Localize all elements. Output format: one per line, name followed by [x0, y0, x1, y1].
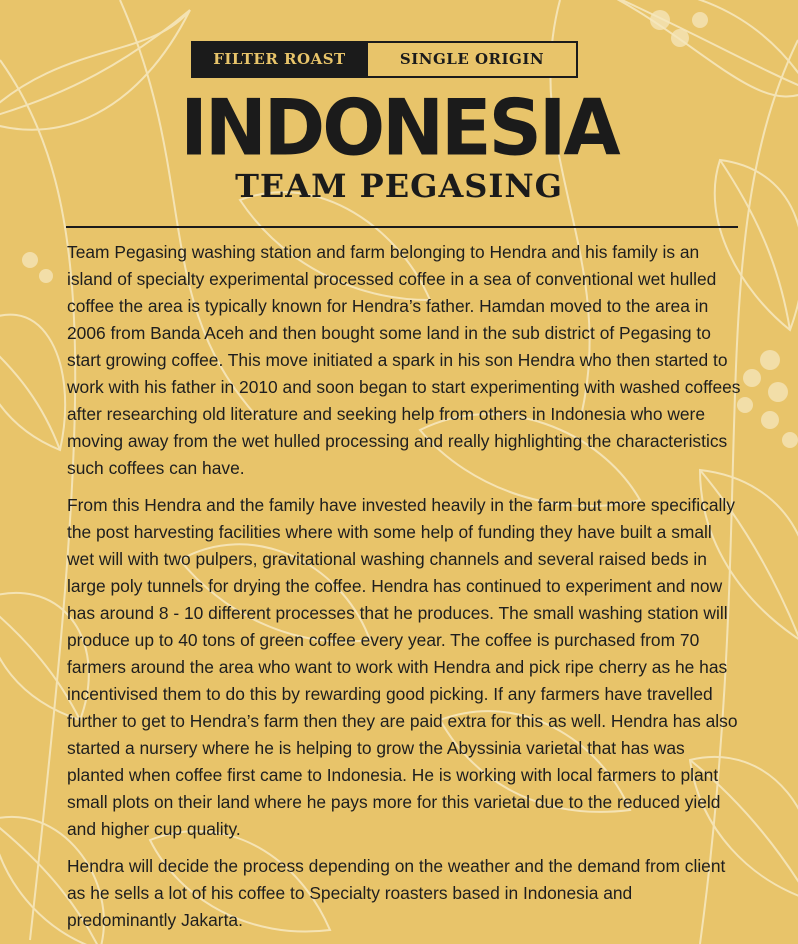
origin-title: INDONESIA: [180, 82, 618, 174]
description: [67, 239, 743, 944]
divider-rule: [66, 226, 738, 228]
roast-tags: [191, 41, 578, 78]
description-paragraph: Hendra will decide the process depending on the weather and the demand from client as he sells a lot of his coffee to Specialty roasters based in Indonesia and predominantly Jakarta.: [67, 856, 726, 930]
description-paragraph: From this Hendra and the family have invested heavily in the farm but more specifically the post harvesting facilities where with some help of funding they have built a small wet will with two pulpers, gravitational washing channels and several raised beds in large poly tunnels for drying the coffee. Hendra has continued to experiment and now has around 8 - 10 different processes that he produces. The small washing station will produce up to 40 tons of green coffee every year. The coffee is purchased from 70 farmers around the area who want to work with Hendra and pick ripe cherry as he has incentivised them to do this by rewarding good picking. If any farmers have travelled further to get to Hendra’s farm then they are paid extra for this as well. Hendra has also started a nursery where he is helping to grow the Abyssinia varietal that has was planted when coffee first came to Indonesia. He is working with local farmers to plant small plots on their land where he pays more for this varietal due to the reduced yield and higher cup quality.: [67, 495, 738, 839]
filter-roast-tag: FILTER ROAST: [193, 43, 366, 76]
description-paragraph: Team Pegasing washing station and farm belonging to Hendra and his family is an island of specialty experimental processed coffee in a sea of conventional wet hulled coffee the area is typically known for Hendra’s father. Hamdan moved to the area in 2006 from Banda Aceh and then bought some land in the sub district of Pegasing to start growing coffee. This move initiated a spark in his son Hendra who then started to work with his father in 2010 and soon began to start experimenting with washed coffees after researching old literature and seeking help from others in Indonesia who were moving away from the wet hulled processing and really highlighting the characteristics such coffees can have.: [67, 242, 741, 478]
producer-subtitle: TEAM PEGASING: [235, 167, 563, 205]
single-origin-tag: SINGLE ORIGIN: [366, 43, 576, 76]
